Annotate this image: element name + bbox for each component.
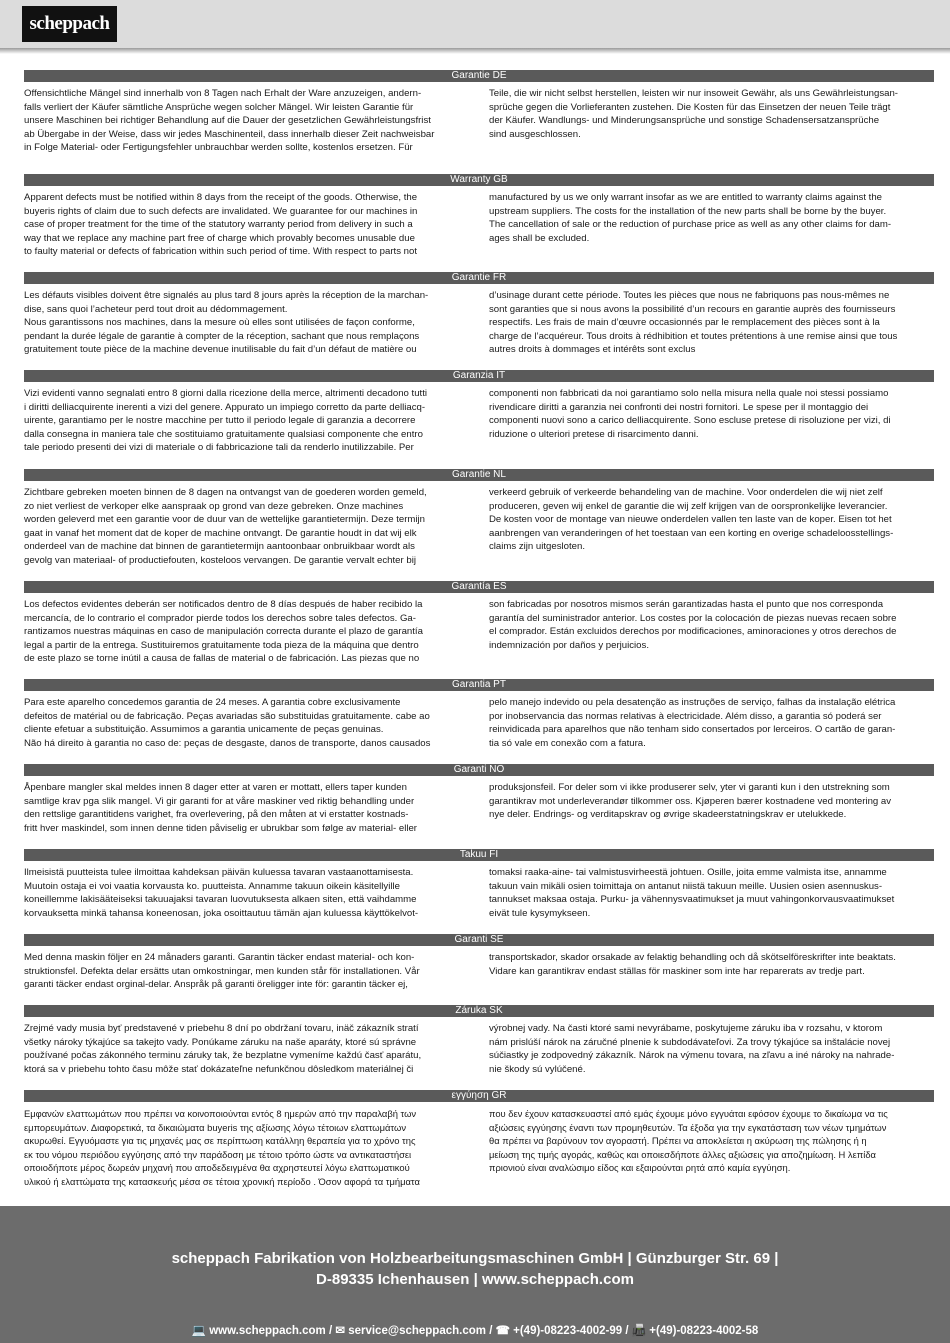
section-title: Garantie NL: [24, 469, 934, 481]
section-garanzia-it: [24, 370, 934, 455]
footer-company-line: scheppach Fabrikation von Holzbearbeitungsmaschinen GmbH | Günzburger Str. 69 |: [171, 1250, 779, 1267]
section-text-left: Apparent defects must be notified within 8 days from the receipt of the goods. Otherwise, the buyeris rights of claim due to such defects are invalidated. We guarantee for our machines in case of proper treatment for the time of the statutory warranty period from delivery in such a way that we replace any machine part free of charge which provably becomes unusable due to faulty material or defects of fabrication within such period of time. With respect to parts not: [24, 192, 418, 258]
section-title: Garantía ES: [24, 581, 934, 593]
section-warranty-gb: [24, 174, 934, 259]
section-text-right: tomaksi raaka-aine- tai valmistusvirheestä johtuen. Osille, joita emme valmista itse, annamme takuun vain mikäli osien toimittaja on antanut niistä takuun meille. Uusien osien asennuskus- tannukset maksaa ostaja. Purku- ja vähennysvaatimukset ja muut vahingonkorvausvaatimukset eivät tule kysymykseen.: [489, 867, 895, 919]
section-title: Warranty GB: [24, 174, 934, 186]
section-text-left: Los defectos evidentes deberán ser notificados dentro de 8 días después de haber recibido la mercancía, de lo contrario el comprador pierde todos los derechos sobre tales defectos. Ga- rantizamos nuestras máquinas en caso de manipulación correcta durante el plazo de garantía legal a partir de la entrega. Sustituiremos gratuitamente toda pieza de la máquina que dentro de este plazo se torne inútil a causa de fallas de material o de fabricación. Las piezas que no: [24, 599, 423, 665]
section-eggyisi-gr: [24, 1090, 934, 1189]
section-title: Garantie FR: [24, 272, 934, 284]
section-text-left: Åpenbare mangler skal meldes innen 8 dager etter at varen er mottatt, ellers taper kunden samtlige krav pga slik mangel. Vi gir garanti for at våre maskiner ved riktig behandling under den rettslige garantitidens varighet, fra overlevering, på den måten at vi erstatter kostnads- fritt hver maskindel, som innen denne tiden påviselig er ubrukbar som følge av material- eller: [24, 782, 417, 834]
separator: /: [328, 1325, 333, 1337]
section-title: Garanti SE: [24, 934, 934, 946]
computer-icon: 💻: [191, 1325, 207, 1337]
section-title: εγγύηση GR: [24, 1090, 934, 1102]
section-text-left: Ilmeisistä puutteista tulee ilmoittaa kahdeksan päivän kuluessa tavaran vastaanottamisesta. Muutoin ostaja ei voi vaatia korvausta ko. puutteista. Annamme takuun oikein käsitellyille koneillemme lakisääteiseksi takuuajaksi tavaran luovutuksesta alkaen siten, että vaihdamme korvauksetta minkä tahansa koneenosan, joka osoittautuu tämän ajan kuluessa käyttökelvot-: [24, 867, 419, 919]
fax-icon: 📠: [631, 1325, 647, 1337]
section-takuu-fi: [24, 849, 934, 920]
header-bar: [0, 0, 950, 48]
section-text-right: που δεν έχουν κατασκευαστεί από εμάς έχουμε μόνο εγγυάται εφόσον έχουμε το δικαίωμα να τις αξιώσεις εγγύησης έναντι των προμηθευτών. Τα έξοδα για την εγκατάσταση των νέων τμημάτων θα πρέπει να βαρύνουν τον αγοραστή. Πρέπει να αποκλείεται η ακύρωση της πώλησης ή η μείωση της τιμής αγοράς, καθώς και οποιεσδήποτε άλλες αξιώσεις για αποζημίωση. Η λεπίδα πριονιού είναι αναλώσιμο είδος και εξαιρούνται ρητά από καμία εγγύηση.: [489, 1108, 888, 1174]
section-text-left: Para este aparelho concedemos garantia de 24 meses. A garantia cobre exclusivamente defeitos de matérial ou de fabricação. Peças avariadas são substituidas gratuitamente. cabe ao cliente efetuar a substituição. Assumimos a garantia unicamente de peças genuinas. Não há direito à garantia no caso de: peças de desgaste, danos de transporte, danos causados: [24, 697, 431, 749]
section-text-left: Med denna maskin följer en 24 månaders garanti. Garantin täcker endast material- och kon- struktionsfel. Defekta delar ersätts utan omkostningar, men kunden står för installationen. Vår garanti täcker endast orginal-delar. Anspråk på garanti öreligger inte för: garantin täcker ej,: [24, 952, 420, 991]
section-text-right: componenti non fabbricati da noi garantiamo solo nella misura nella quale noi stessi possiamo rivendicare diritti a garanzia nei confronti dei nostri fornitori. Le spese per il montaggio dei componenti nuovi sono a carico delliacquirente. Sono escluse pretese di risoluzione per vizi, di riduzione o ulteriori pretese di risarcimento danni.: [489, 388, 891, 440]
footer-address-line: D-89335 Ichenhausen | www.scheppach.com: [316, 1271, 634, 1288]
section-title: Takuu FI: [24, 849, 934, 861]
section-text-right: pelo manejo indevido ou pela desatenção as instruções de serviço, falhas da instalação elétrica por inobservancia das normas relativas à electricidade. Além disso, a garantia só poderá ser reinvidicada para aparelhos que não tenham sido consertados por lerceiros. O cartão de garan- tia só vale em conexão com a fatura.: [489, 697, 896, 749]
section-text-left: Offensichtliche Mängel sind innerhalb von 8 Tagen nach Erhalt der Ware anzuzeigen, andern- falls verliert der Käufer sämtliche Ansprüche wegen solcher Mängel. Wir leisten Garantie für unsere Maschinen bei richtiger Behandlung auf die Dauer der gesetzlichen Gewährleistungsfrist ab Übergabe in der Weise, dass wir jedes Maschinenteil, dass innerhalb dieser Zeit nachweisbar in Folge Material- oder Fertigungsfehler unbrauchbar werden sollte, kostenlos ersetzen. Für: [24, 88, 435, 154]
section-text-right: son fabricadas por nosotros mismos serán garantizadas hasta el punto que nos corresponda garantía del suministrador anterior. Los costes por la colocación de piezas nuevas recaen sobre el comprador. Están excluidos derechos por modificaciones, aminoraciones y otros derechos de indemnización por daños y perjuicios.: [489, 599, 897, 651]
section-text-left: Εμφανών ελαττωμάτων που πρέπει να κοινοποιούνται εντός 8 ημερών από την παραλαβή των εμπορευμάτων. Διαφορετικά, τα δικαιώματα buyeris της αξίωσης λόγω τέτοιων ελαττωμάτων ακυρωθεί. Εγγυόμαστε για τις μηχανές μας σε περίπτωση κατάλληη θεραπεία για το χρόνο της εκ του νόμου περιόδου εγγύησης από την παράδοση με τέτοιο τρόπο ώστε να αντικαταστήσει οποιοδήποτε μέρος δωρεάν μηχανή που αποδεδειγμένα θα αχρηστευτεί λόγω ελαττωματικού υλικού ή ελαττώματα της κατασκευής μέσα σε τέτοια χρονική περίοδο . Όσον αφορά τα τμήματα: [24, 1108, 420, 1187]
section-text-right: verkeerd gebruik of verkeerde behandeling van de machine. Voor onderdelen die wij niet zelf produceren, geven wij enkel de garantie die wij zelf krijgen van de oorspronkelijke leverancier. De kosten voor de montage van nieuwe onderdelen vallen ten laste van de koper. Eisen tot het aanbrengen van veranderingen of het toestaan van een korting en overige schadeloosstellings- claims zijn uitgesloten.: [489, 487, 894, 553]
header-divider: [0, 48, 950, 54]
section-text-right: produksjonsfeil. For deler som vi ikke produserer selv, yter vi garanti kun i den utstrekning som garantikrav mot underleverandør tilkommer oss. Kjøperen bærer kostnadene ved montering av nye deler. Endrings- og verditapskrav og øvrige skadeerstatningskrav er utelukkede.: [489, 782, 892, 821]
section-text-left: Zichtbare gebreken moeten binnen de 8 dagen na ontvangst van de goederen worden gemeld, zo niet verliest de verkoper elke aanspraak op grond van deze gebreken. Onze machines worden geleverd met een garantie voor de duur van de wettelijke garantietermijn. Deze termijn gaat in vanaf het moment dat de koper de machine ontvangt. De garantie houdt in dat wij elk onderdeel van de machine dat binnen de garantietermijn aantoonbaar onbruikbaar wordt als gevolg van materiaal- of productiefouten, kosteloos vervangen. De garantie vervalt echter bij: [24, 487, 427, 566]
section-text-right: transportskador, skador orsakade av felaktig behandling och då skötselföreskrifter inte beaktats. Vidare kan garantikrav endast ställas för maskiner som inte har reparerats av tredje part.: [489, 952, 896, 977]
footer-website-link[interactable]: www.scheppach.com: [209, 1325, 326, 1337]
section-garantie-nl: [24, 469, 934, 568]
footer-email-link[interactable]: service@scheppach.com: [348, 1325, 486, 1337]
section-text-left: Les défauts visibles doivent être signalés au plus tard 8 jours après la réception de la marchan- dise, sans quoi l’acheteur perd tout droit au dédommagement. Nous garantissons nos machines, dans la mesure où elles sont utilisées de façon conforme, pendant la durée légale de garantie à compter de la réception, sachant que nous remplaçons gratuitement toute pièce de la machine devenue inutilisable du fait d’un défaut de matière ou: [24, 290, 429, 356]
scheppach-logo: scheppach: [22, 6, 117, 42]
section-text-right: Teile, die wir nicht selbst herstellen, leisten wir nur insoweit Gewähr, als uns Gewährleistungsan- sprüche gegen die Vorlieferanten zustehen. Die Kosten für das Einsetzen der neuen Teile trägt der Käufer. Wandlungs- und Minderungsansprüche und sonstige Schadensersatzansprüche sind ausgeschlossen.: [489, 88, 898, 140]
section-garantie-de: [24, 70, 934, 155]
section-title: Garantia PT: [24, 679, 934, 691]
separator: /: [489, 1325, 493, 1337]
section-text-left: Vizi evidenti vanno segnalati entro 8 giorni dalla ricezione della merce, altrimenti decadono tutti i diritti delliacquirente inerenti a vizi del genere. Appurato un impiego corretto da parte delliacq- uirente, garantiamo per le nostre macchine per tutto il periodo legale di garanzia a decorrere dalla consegna in maniera tale che sostituiamo gratuitamente qualsiasi componente che entro tale periodo presenti dei vizi di materiale o di fabbricazione tali da renderlo inutilizzabile. Per: [24, 388, 427, 454]
section-title: Garantie DE: [24, 70, 934, 82]
envelope-icon: ✉: [335, 1325, 345, 1337]
section-title: Záruka SK: [24, 1005, 934, 1017]
section-title: Garanti NO: [24, 764, 934, 776]
section-garantia-es: [24, 581, 934, 666]
footer-contact-line: [0, 1324, 950, 1338]
section-garantie-fr: [24, 272, 934, 357]
section-garanti-se: [24, 934, 934, 992]
section-text-right: manufactured by us we only warrant insofar as we are entitled to warranty claims against the upstream suppliers. The costs for the installation of the new parts shall be borne by the buyer. The cancellation of sale or the reduction of purchase price as well as any other claims for dam- ages shall be excluded.: [489, 192, 892, 244]
section-text-left: Zrejmé vady musia byť predstavené v priebehu 8 dní po obdržaní tovaru, inäč zákazník stratí všetky nároky týkajúce sa takejto vady. Ponúkame záruku na naše aparáty, ktoré sú správne používané počas zákonného terminu záruky tak, že bezplatne vymeníme každú časť aparátu, ktorá sa v priebehu tohto času môže stať dokázateľne nefunkčnou dôsledkom materiálnej či: [24, 1023, 422, 1075]
footer-company-address: [0, 1248, 950, 1290]
phone-icon: ☎: [495, 1325, 510, 1337]
footer-fax: +(49)-08223-4002-58: [649, 1325, 759, 1337]
section-text-right: d’usinage durant cette période. Toutes les pièces que nous ne fabriquons pas nous-mêmes ne sont garanties que si nous avons la possibilité d’un recours en garantie auprès des fournisseurs respectifs. Les frais de main d’œuvre occasionnés par le remplacement des pièces sont à la charge de l’acquéreur. Tous droits à rédhibition et toutes prétentions à une remise ainsi que tous autres droits à dommages et intérêts sont exclus: [489, 290, 898, 356]
section-zaruka-sk: [24, 1005, 934, 1076]
section-garanti-no: [24, 764, 934, 835]
footer-phone: +(49)-08223-4002-99: [513, 1325, 623, 1337]
section-title: Garanzia IT: [24, 370, 934, 382]
separator: /: [625, 1325, 629, 1337]
section-garantia-pt: [24, 679, 934, 750]
section-text-right: výrobnej vady. Na časti ktoré sami nevyrábame, poskytujeme záruku iba v rozsahu, v ktorom nám prislúší nárok na záručné plnenie k subdodávateľovi. Za trovy týkajúce sa inštalácie novej súčiastky je zodpovedný zákazník. Nárok na výmenu tovara, na zľavu a iné nároky na nahrade- nie škody sú vylúčené.: [489, 1023, 895, 1075]
